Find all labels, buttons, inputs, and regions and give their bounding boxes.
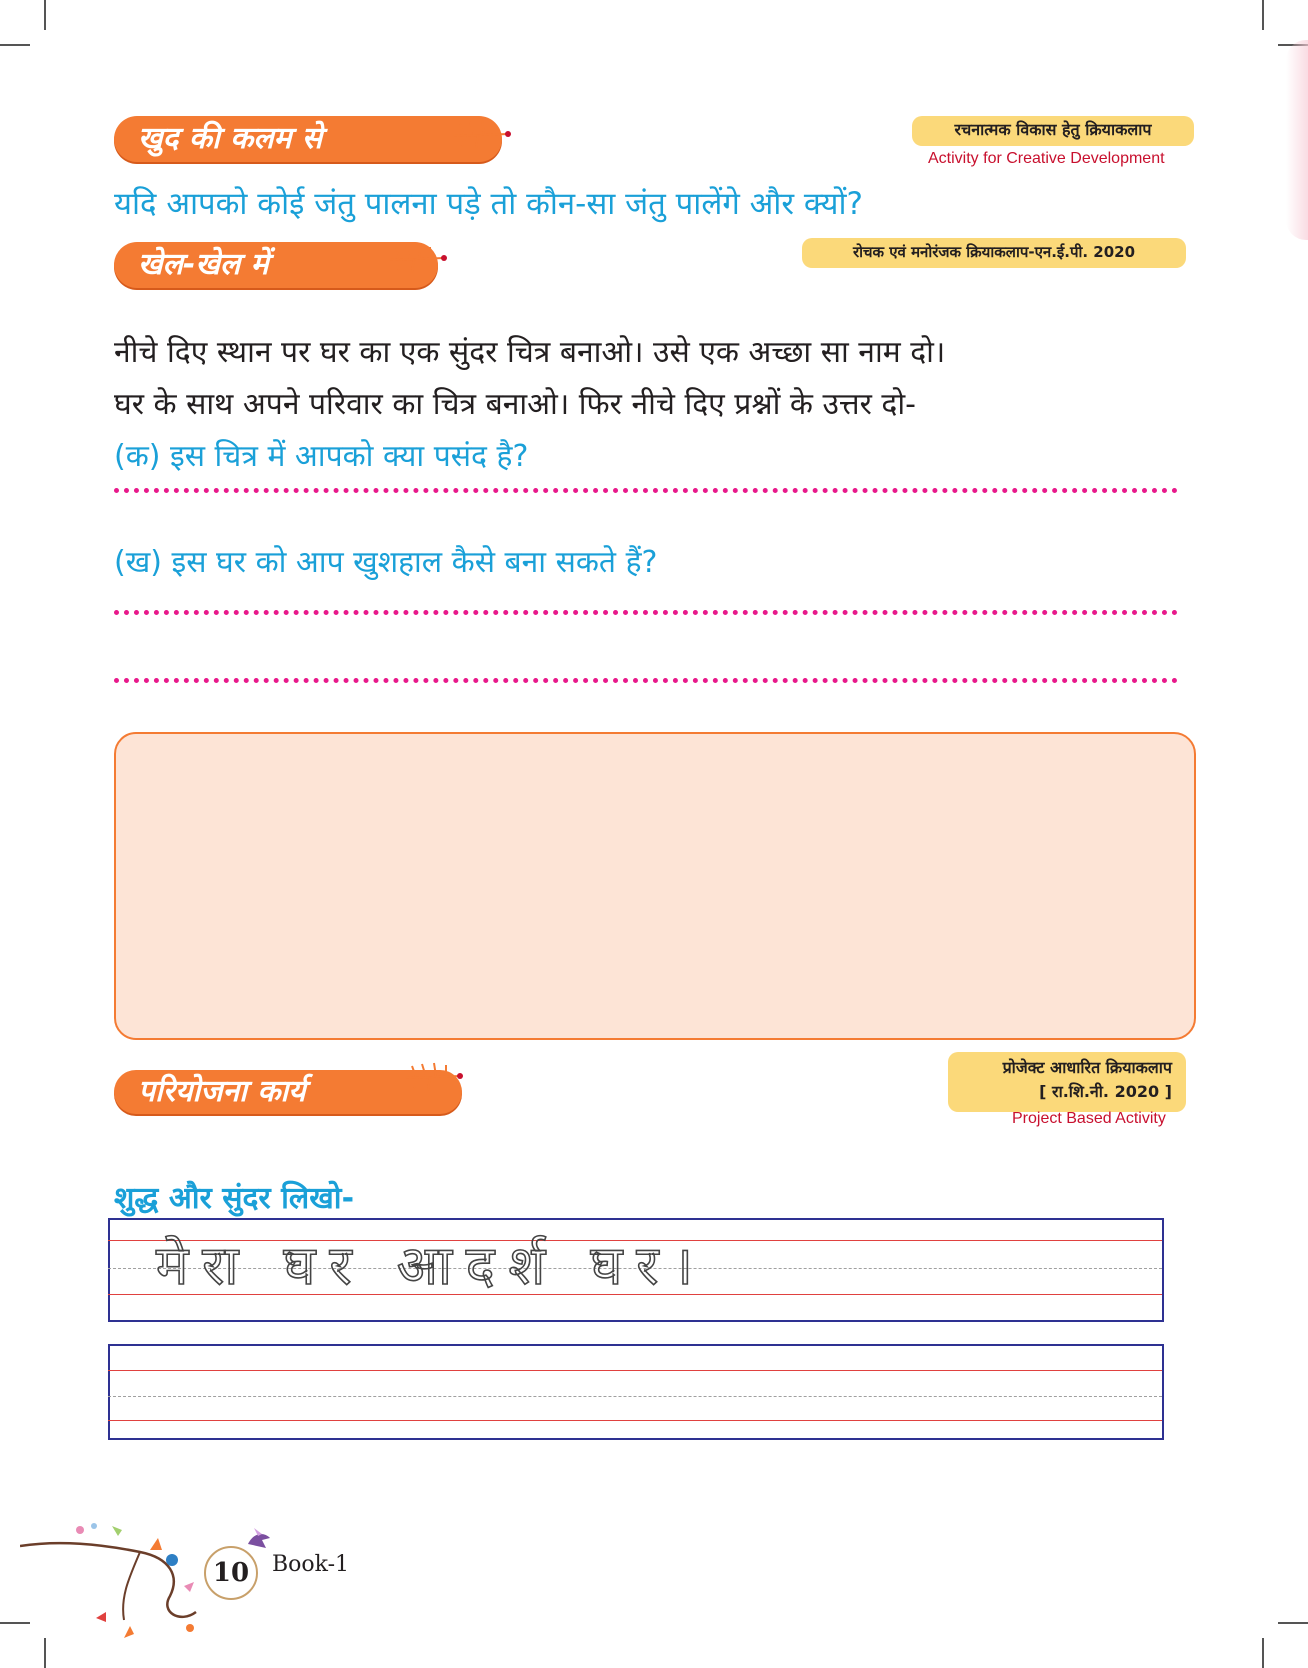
sprig-icon [404, 1058, 464, 1094]
guide-line [108, 1396, 1162, 1397]
answer-line[interactable] [114, 488, 1178, 493]
page-number: 10 [204, 1546, 258, 1600]
sprig-icon [452, 116, 512, 152]
crop-mark [1278, 1622, 1308, 1624]
copybook-row[interactable] [108, 1344, 1164, 1440]
trace-text[interactable]: मेरा घर आदर्श घर। [156, 1234, 707, 1297]
drawing-box[interactable] [114, 732, 1196, 1040]
tag-play: रोचक एवं मनोरंजक क्रियाकलाप-एन.ई.पी. 2020 [802, 238, 1186, 268]
guide-line [108, 1420, 1162, 1421]
answer-line[interactable] [114, 678, 1178, 683]
copybook-lines[interactable] [108, 1218, 1162, 1440]
tag-creative-english: Activity for Creative Development [928, 150, 1165, 167]
answer-line[interactable] [114, 610, 1178, 615]
tag-project-line1: प्रोजेक्ट आधारित क्रियाकलाप [1002, 1058, 1172, 1077]
tag-creative: रचनात्मक विकास हेतु क्रियाकलाप [912, 116, 1194, 146]
side-decoration [1286, 40, 1308, 240]
tag-project [948, 1052, 1186, 1112]
floral-branch-icon [20, 1516, 210, 1646]
play-instruction-line1: नीचे दिए स्थान पर घर का एक सुंदर चित्र बनाओ। उसे एक अच्छा सा नाम दो। [114, 335, 946, 370]
handwriting-title: शुद्ध और सुंदर लिखो- [114, 1181, 355, 1216]
creative-question: यदि आपको कोई जंतु पालना पड़े तो कौन-सा जंतु पालेंगे और क्यों? [114, 186, 863, 222]
section-title-creative: खुद की कलम से [114, 116, 502, 162]
question-ka: (क) इस चित्र में आपको क्या पसंद है? [114, 439, 529, 474]
book-label: Book-1 [272, 1552, 350, 1577]
crop-mark [0, 44, 30, 46]
section-title-play: खेल-खेल में [114, 242, 438, 288]
guide-line [108, 1370, 1162, 1371]
crop-mark [44, 0, 46, 30]
crop-mark [1262, 1638, 1264, 1668]
section-title-project: परियोजना कार्य [114, 1070, 462, 1114]
question-kha: (ख) इस घर को आप खुशहाल कैसे बना सकते हैं? [114, 545, 658, 580]
tag-project-line2: [ रा.शि.नी. 2020 ] [1039, 1082, 1172, 1101]
crop-mark [1262, 0, 1264, 30]
tag-project-english: Project Based Activity [1012, 1110, 1166, 1127]
sprig-icon [388, 240, 448, 276]
bird-icon [244, 1526, 274, 1552]
play-instruction-line2: घर के साथ अपने परिवार का चित्र बनाओ। फिर नीचे दिए प्रश्नों के उत्तर दो- [114, 387, 916, 422]
